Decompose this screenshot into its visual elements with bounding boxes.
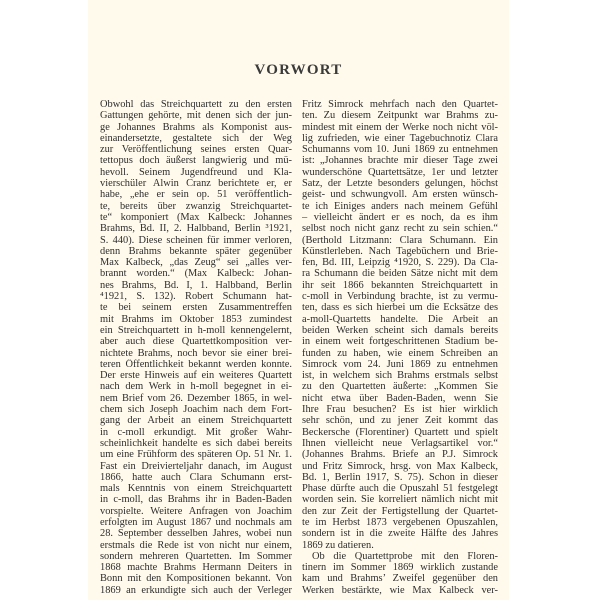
text-line: ten, dass es sich hierbei um die Ecksätze des <box>302 302 498 314</box>
text-line: erstmals die Rede ist von nicht nur einem, <box>100 539 292 551</box>
text-line: sondern mehreren Quartetten. Im Sommer <box>100 550 292 562</box>
text-line: mindest mit einem der Werke noch nicht völ- <box>302 121 498 133</box>
text-column-left <box>100 99 292 596</box>
text-line: nes Brahms, Bd. I, 1. Halbband, Berlin <box>100 279 292 291</box>
text-line: gang der Arbeit an einem Streichquartett <box>100 415 292 427</box>
text-line: te“ komponiert (Max Kalbeck: Johannes <box>100 211 292 223</box>
text-line: ihr seit 1866 bekannten Streichquartett in <box>302 279 498 291</box>
text-line: te, bereits über zwanzig Streichquartet- <box>100 200 292 212</box>
text-line: selbst noch nicht ganz recht zu sein schien.“ <box>302 223 498 235</box>
text-line: zur Veröffentlichung seines ersten Quar- <box>100 144 292 156</box>
text-column-right <box>302 99 498 596</box>
text-line: in c-moll erkundigt. Mit großer Wahr- <box>100 426 292 438</box>
text-line: nicht etwa über Baden-Baden, wenn Sie <box>302 392 498 404</box>
text-line: Bd. 1, Berlin 1917, S. 75). Schon in dieser <box>302 471 498 483</box>
text-line: kam und Brahms’ Zweifel gegenüber den <box>302 573 498 585</box>
text-line: Fritz Simrock mehrfach nach den Quartet- <box>302 99 498 110</box>
text-line: habe, „ehe er sein op. 51 veröffentlich- <box>100 189 292 201</box>
text-line: tinern im Sommer 1869 wirklich zustande <box>302 562 498 574</box>
text-line: a-moll-Quartetts handelte. Die Arbeit an <box>302 313 498 325</box>
text-line: 1869 an erkundigte sich auch der Verleger <box>100 584 292 596</box>
document-page <box>88 0 509 600</box>
text-line: 1869 zu datieren. <box>302 539 374 551</box>
text-line: ten. Zu diesem Zeitpunkt war Brahms zu- <box>302 110 498 122</box>
text-line: Werken bestärkte, wie Max Kalbeck ver- <box>302 584 498 596</box>
text-line: worden sein. Sie korreliert nämlich nicht mit <box>302 494 498 506</box>
text-line: geist- und schwungvoll. Am ersten wünsch- <box>302 189 498 201</box>
text-line: wunderschöne Quartettsätze, 1er und letzter <box>302 166 498 178</box>
text-line: und Fritz Simrock, hrsg. von Max Kalbeck, <box>302 460 498 472</box>
text-line: Ihnen vielleicht neue Verlagsartikel vor.“ <box>302 437 498 449</box>
text-line: vorspielte. Weitere Anfragen von Joachim <box>100 505 292 517</box>
text-line: Gattungen gehörte, mit denen sich der jun- <box>100 110 292 122</box>
text-line: ⁴1921, S. 132). Robert Schumann hat- <box>100 291 292 303</box>
text-line: Ihre Frau besuchen? Es ist hier wirklich <box>302 404 498 416</box>
text-line: einandersetzte, gestaltete sich der Weg <box>100 132 292 144</box>
text-line: Satz, der Letzte besonders gelungen, höchst <box>302 178 498 190</box>
text-line: te im Herbst 1873 vergebenen Opuszahlen, <box>302 516 498 528</box>
text-line: te bei seinem ersten Zusammentreffen <box>100 302 292 314</box>
text-line: Beckersche (Florentiner) Quartett und spielt <box>302 426 498 438</box>
text-line: in einem weit fortgeschrittenen Stadium be- <box>302 336 498 348</box>
text-line: te ich Einiges anders nach meinem Gefühl <box>302 200 498 212</box>
text-line: Bonn mit den Kompositionen bekannt. Von <box>100 573 292 585</box>
text-line: mals Kenntnis von einem Streichquartett <box>100 483 292 495</box>
text-line: teren Öffentlichkeit bekannt werden konnte. <box>100 358 292 370</box>
text-line: Schumanns vom 10. Juni 1869 zu entnehmen <box>302 144 498 156</box>
text-line: Künstlerleben. Nach Tagebüchern und Brie- <box>302 245 498 257</box>
text-line: ra Schumann die beiden Sätze nicht mit dem <box>302 268 498 280</box>
text-line: mit Brahms im Oktober 1853 zumindest <box>100 313 292 325</box>
text-line: Fast ein Dreivierteljahr danach, im August <box>100 460 292 472</box>
text-line: funden zu haben, wie einem Schreiben an <box>302 347 498 359</box>
text-line: zu den Quartetten äußerte: „Kommen Sie <box>302 381 498 393</box>
text-line: sehr schön, und zu jener Zeit kommt das <box>302 415 498 427</box>
text-line: vierschüler Alwin Cranz berichtete er, er <box>100 178 292 190</box>
text-line: erfolgten im August 1867 und nochmals am <box>100 516 292 528</box>
text-line: – vielleicht ändert er es noch, da es ihm <box>302 211 498 223</box>
text-line: chem sich Joseph Joachim nach dem Fort- <box>100 404 292 416</box>
text-line: Ob die Quartettprobe mit den Floren- <box>312 550 498 562</box>
text-line: beiden Werken scheint sich damals bereits <box>302 324 498 336</box>
text-line: Brahms, Bd. II, 2. Halbband, Berlin ³1921, <box>100 223 292 235</box>
text-line: lig zufrieden, wie einer Tagebuchnotiz Clara <box>302 132 498 144</box>
text-line: in c-moll, das Brahms ihr in Baden-Baden <box>100 494 292 506</box>
text-line: ein Streichquartett in h-moll kennengelernt, <box>100 324 292 336</box>
text-line: ge Johannes Brahms als Komponist aus- <box>100 121 292 133</box>
text-line: nach dem Werk in h-moll begegnet in ei- <box>100 381 292 393</box>
page-title: VORWORT <box>254 62 343 78</box>
text-line: Simrock vom 24. Juni 1869 zu entnehmen <box>302 358 498 370</box>
text-line: denn Brahms bekannte später gegenüber <box>100 245 292 257</box>
text-line: aber auch diese Quartettkomposition ver- <box>100 336 292 348</box>
text-line: ist, in welchem sich Brahms erstmals selbst <box>302 370 498 382</box>
text-line: sondern ist in die zweite Hälfte des Jahres <box>302 528 498 540</box>
text-line: c-moll in Verbindung brachte, ist zu vermu- <box>302 291 498 303</box>
text-line: 28. September desselben Jahres, wobei nun <box>100 528 292 540</box>
text-line: Phase dürfte auch die Opuszahl 51 festgelegt <box>302 483 498 495</box>
text-line: S. 440). Diese scheinen für immer verloren, <box>100 234 292 246</box>
text-line: 1868 machte Brahms Hermann Deiters in <box>100 562 292 574</box>
text-line: tettopus doch äußerst langwierig und mü- <box>100 155 292 167</box>
text-line: (Johannes Brahms. Briefe an P.J. Simrock <box>302 449 498 461</box>
text-line: hevoll. Seinem Jugendfreund und Kla- <box>100 166 292 178</box>
text-line: fen, Bd. III, Leipzig ⁴1920, S. 229). Da Cla- <box>302 257 498 269</box>
text-line: um eine Frühform des späteren Op. 51 Nr. 1. <box>100 449 292 461</box>
text-line: nichtete Brahms, noch bevor sie einer brei- <box>100 347 292 359</box>
text-line: nem Brief vom 26. Dezember 1865, in wel- <box>100 392 292 404</box>
text-line: scheinlichkeit handelte es sich dabei bereits <box>100 437 292 449</box>
text-line: Max Kalbeck, „das Zeug“ sei „alles ver- <box>100 257 292 269</box>
text-line: den zur Zeit der Fertigstellung der Quartet- <box>302 505 498 517</box>
text-line: (Berthold Litzmann: Clara Schumann. Ein <box>302 234 498 246</box>
text-line: 1866, hatte auch Clara Schumann erst- <box>100 471 292 483</box>
text-line: brannt worden.“ (Max Kalbeck: Johan- <box>100 268 292 280</box>
text-line: Der erste Hinweis auf ein weiteres Quartett <box>100 370 292 382</box>
text-line: Obwohl das Streichquartett zu den ersten <box>100 99 292 110</box>
text-line: ist: „Johannes brachte mir dieser Tage zwei <box>302 155 498 167</box>
